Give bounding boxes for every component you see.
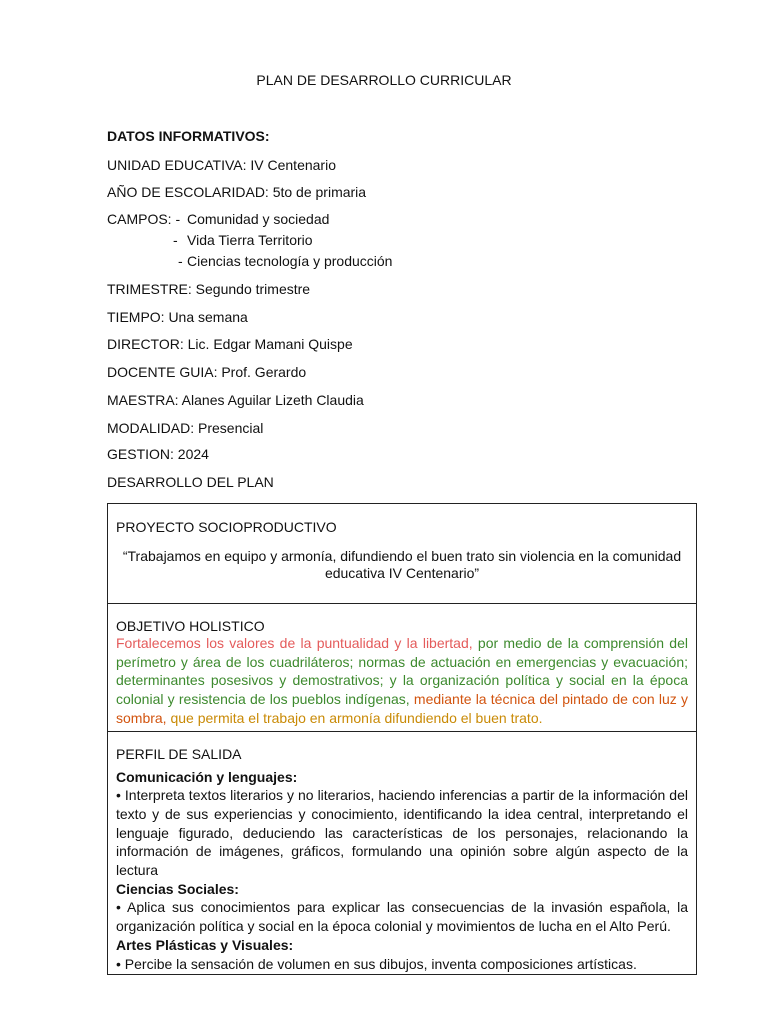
proyecto-row: [108, 504, 697, 604]
proyecto-cell: [108, 504, 697, 604]
objetivo-cell: [108, 604, 697, 732]
anio-escolaridad: AÑO DE ESCOLARIDAD: 5to de primaria: [107, 184, 367, 200]
perfil-section-text: • Interpreta textos literarios y no literarios, haciendo inferencias a partir de la información del texto y de sus experiencias y conocimiento, identificando la idea central, interpretando el lenguaje figurado, deduciendo las características de los personajes, relacionando la información de imágenes, gráficos, formulando una opinión sobre algún aspecto de la lectura: [116, 787, 688, 879]
maestra: MAESTRA: Alanes Aguilar Lizeth Claudia: [107, 392, 364, 408]
campo-dash: -: [178, 253, 183, 269]
objetivo-content-text: por medio de la comprensión del perímetro y área de los cuadriláteros; normas de actuación en emergencias y evacuación; determinantes posesivos y demostrativos; y la organización política y social en la época colonial y resistencia de los pueblos indígenas,: [116, 635, 688, 708]
perfil-heading: PERFIL DE SALIDA: [116, 745, 242, 762]
campo-item: Vida Tierra Territorio: [187, 232, 313, 248]
objetivo-row: [108, 604, 697, 732]
perfil-cell: [108, 731, 697, 975]
perfil-section-title: Comunicación y lenguajes:: [116, 768, 298, 785]
datos-heading: DATOS INFORMATIVOS:: [107, 128, 270, 144]
perfil-section: [116, 880, 688, 936]
gestion: GESTION: 2024: [107, 446, 209, 462]
trimestre: TRIMESTRE: Segundo trimestre: [107, 281, 311, 297]
plan-table: [107, 503, 697, 975]
objetivo-text: [116, 634, 688, 728]
perfil-section-text: • Aplica sus conocimientos para explicar las consecuencias de la invasión española, la organización política y social en la época colonial y movimientos de lucha en el Alto Perú.: [116, 899, 688, 935]
proyecto-text: “Trabajamos en equipo y armonía, difundiendo el buen trato sin violencia en la comunidad educativa IV Centenario”: [122, 548, 682, 581]
proyecto-heading: PROYECTO SOCIOPRODUCTIVO: [116, 519, 337, 535]
objetivo-method-text: mediante la técnica del pintado de con luz y sombra,: [116, 691, 688, 726]
perfil-row: [108, 731, 697, 975]
perfil-section-text: • Percibe la sensación de volumen en sus dibujos, inventa composiciones artísticas.: [116, 955, 637, 972]
campo-dash: -: [173, 232, 178, 248]
perfil-section-title: Ciencias Sociales:: [116, 880, 239, 897]
perfil-section-title: Artes Plásticas y Visuales:: [116, 936, 294, 953]
objetivo-heading: OBJETIVO HOLISTICO: [116, 618, 265, 634]
campos-label: CAMPOS: -: [107, 211, 181, 227]
objetivo-purpose-text: que permita el trabajo en armonía difundiendo el buen trato.: [166, 709, 543, 726]
perfil-section: [116, 768, 688, 880]
objetivo-values-text: Fortalecemos los valores de la puntualidad y la libertad,: [116, 635, 473, 651]
perfil-section: [116, 936, 688, 973]
desarrollo-heading: DESARROLLO DEL PLAN: [107, 474, 274, 490]
unidad-educativa: UNIDAD EDUCATIVA: IV Centenario: [107, 157, 336, 173]
campo-item: Comunidad y sociedad: [187, 211, 330, 227]
modalidad: MODALIDAD: Presencial: [107, 420, 264, 436]
campo-item: Ciencias tecnología y producción: [187, 253, 393, 269]
tiempo: TIEMPO: Una semana: [107, 309, 248, 325]
document-title: PLAN DE DESARROLLO CURRICULAR: [256, 72, 512, 88]
docente-guia: DOCENTE GUIA: Prof. Gerardo: [107, 364, 307, 380]
director: DIRECTOR: Lic. Edgar Mamani Quispe: [107, 336, 353, 352]
